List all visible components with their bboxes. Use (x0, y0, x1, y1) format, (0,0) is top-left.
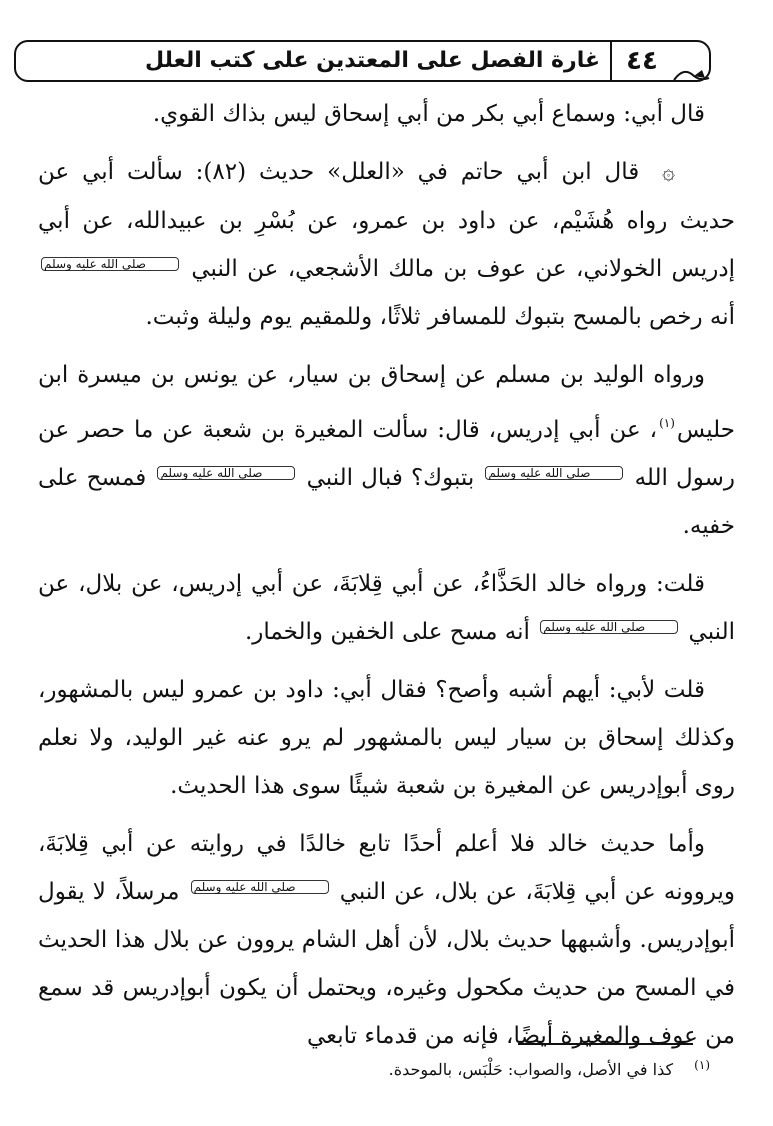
paragraph-5: قلت لأبي: أيهم أشبه وأصح؟ فقال أبي: داود بن عمرو ليس بالمشهور، وكذلك إسحاق بن سيار ليس بالمشهور لم يرو عنه غير الوليد، ولا نعلم روى أبوإدريس عن المغيرة بن شعبة شيئًا سوى هذا الحديث. (38, 677, 735, 799)
flower-ornament-icon: ۞ (662, 160, 675, 185)
paragraph-4-text-a: قلت: ورواه خالد الحَذَّاءُ، عن أبي قِلابَةَ، عن أبي إدريس، عن بلال، عن النبي (38, 571, 735, 645)
footnote-separator (518, 1043, 693, 1045)
paragraph-2-text-b: أنه رخص بالمسح بتبوك للمسافر ثلاثًا، وللمقيم يوم وليلة وثبت. (145, 304, 735, 330)
salutation-glyph: صلى الله عليه وسلم (41, 257, 179, 271)
paragraph-3-text-a: ورواه الوليد بن مسلم عن إسحاق بن سيار، عن يونس بن ميسرة ابن حليس (38, 362, 735, 443)
paragraph-3-text-b: ، عن أبي إدريس، قال: سألت المغيرة بن شعبة عن ما حصر عن رسول الله (38, 417, 736, 491)
footnote-number: (١) (694, 1058, 710, 1072)
main-text (38, 90, 735, 1060)
salutation-glyph: صلى الله عليه وسلم (191, 880, 329, 894)
paragraph-6-text-b: مرسلاً، لا يقول أبوإدريس. وأشبهها حديث بلال، لأن أهل الشام يروون عن بلال هذا الحديث في المسح من حديث مكحول وغيره، ويحتمل أن يكون أبوإدريس قد سمع من عوف والمغيرة أيضًا، فإنه من قدماء تابعي (38, 879, 735, 1049)
paragraph-1: قال أبي: وسماع أبي بكر من أبي إسحاق ليس بذاك القوي. (152, 101, 705, 127)
footnote-text: كذا في الأصل، والصواب: حَلْبَس، بالموحدة. (388, 1060, 674, 1079)
paragraph-4-text-b: أنه مسح على الخفين والخمار. (244, 619, 530, 645)
paragraph-6-text-a: وأما حديث خالد فلا أعلم أحدًا تابع خالدًا في روايته عن أبي قِلابَةَ، ويروونه عن أبي قِلابَةَ، عن بلال، عن النبي (38, 831, 736, 905)
footnote (220, 1052, 710, 1083)
page-curl-icon (672, 40, 711, 82)
salutation-glyph: صلى الله عليه وسلم (485, 466, 623, 480)
paragraph-3-text-d: فمسح على خفيه. (38, 465, 735, 539)
salutation-glyph: صلى الله عليه وسلم (540, 620, 678, 634)
paragraph-6 (38, 820, 735, 1060)
paragraph-2 (38, 148, 735, 341)
running-header-title: غارة الفصل على المعتدين على كتب العلل (145, 48, 600, 73)
paragraph-3 (38, 351, 735, 550)
salutation-glyph: صلى الله عليه وسلم (157, 466, 295, 480)
page-number: ٤٤ (626, 46, 658, 76)
paragraph-3-text-c: بتبوك؟ فبال النبي (306, 465, 475, 491)
paragraph-4 (38, 560, 735, 656)
paragraph-2-text-a: قال ابن أبي حاتم في «العلل» حديث (٨٢): سألت أبي عن حديث رواه هُشَيْم، عن داود بن عمرو، عن بُسْرِ بن عبيدالله، عن أبي إدريس الخولاني، عن عوف بن مالك الأشجعي، عن النبي (38, 159, 736, 282)
footnote-reference: (١) (659, 416, 675, 430)
